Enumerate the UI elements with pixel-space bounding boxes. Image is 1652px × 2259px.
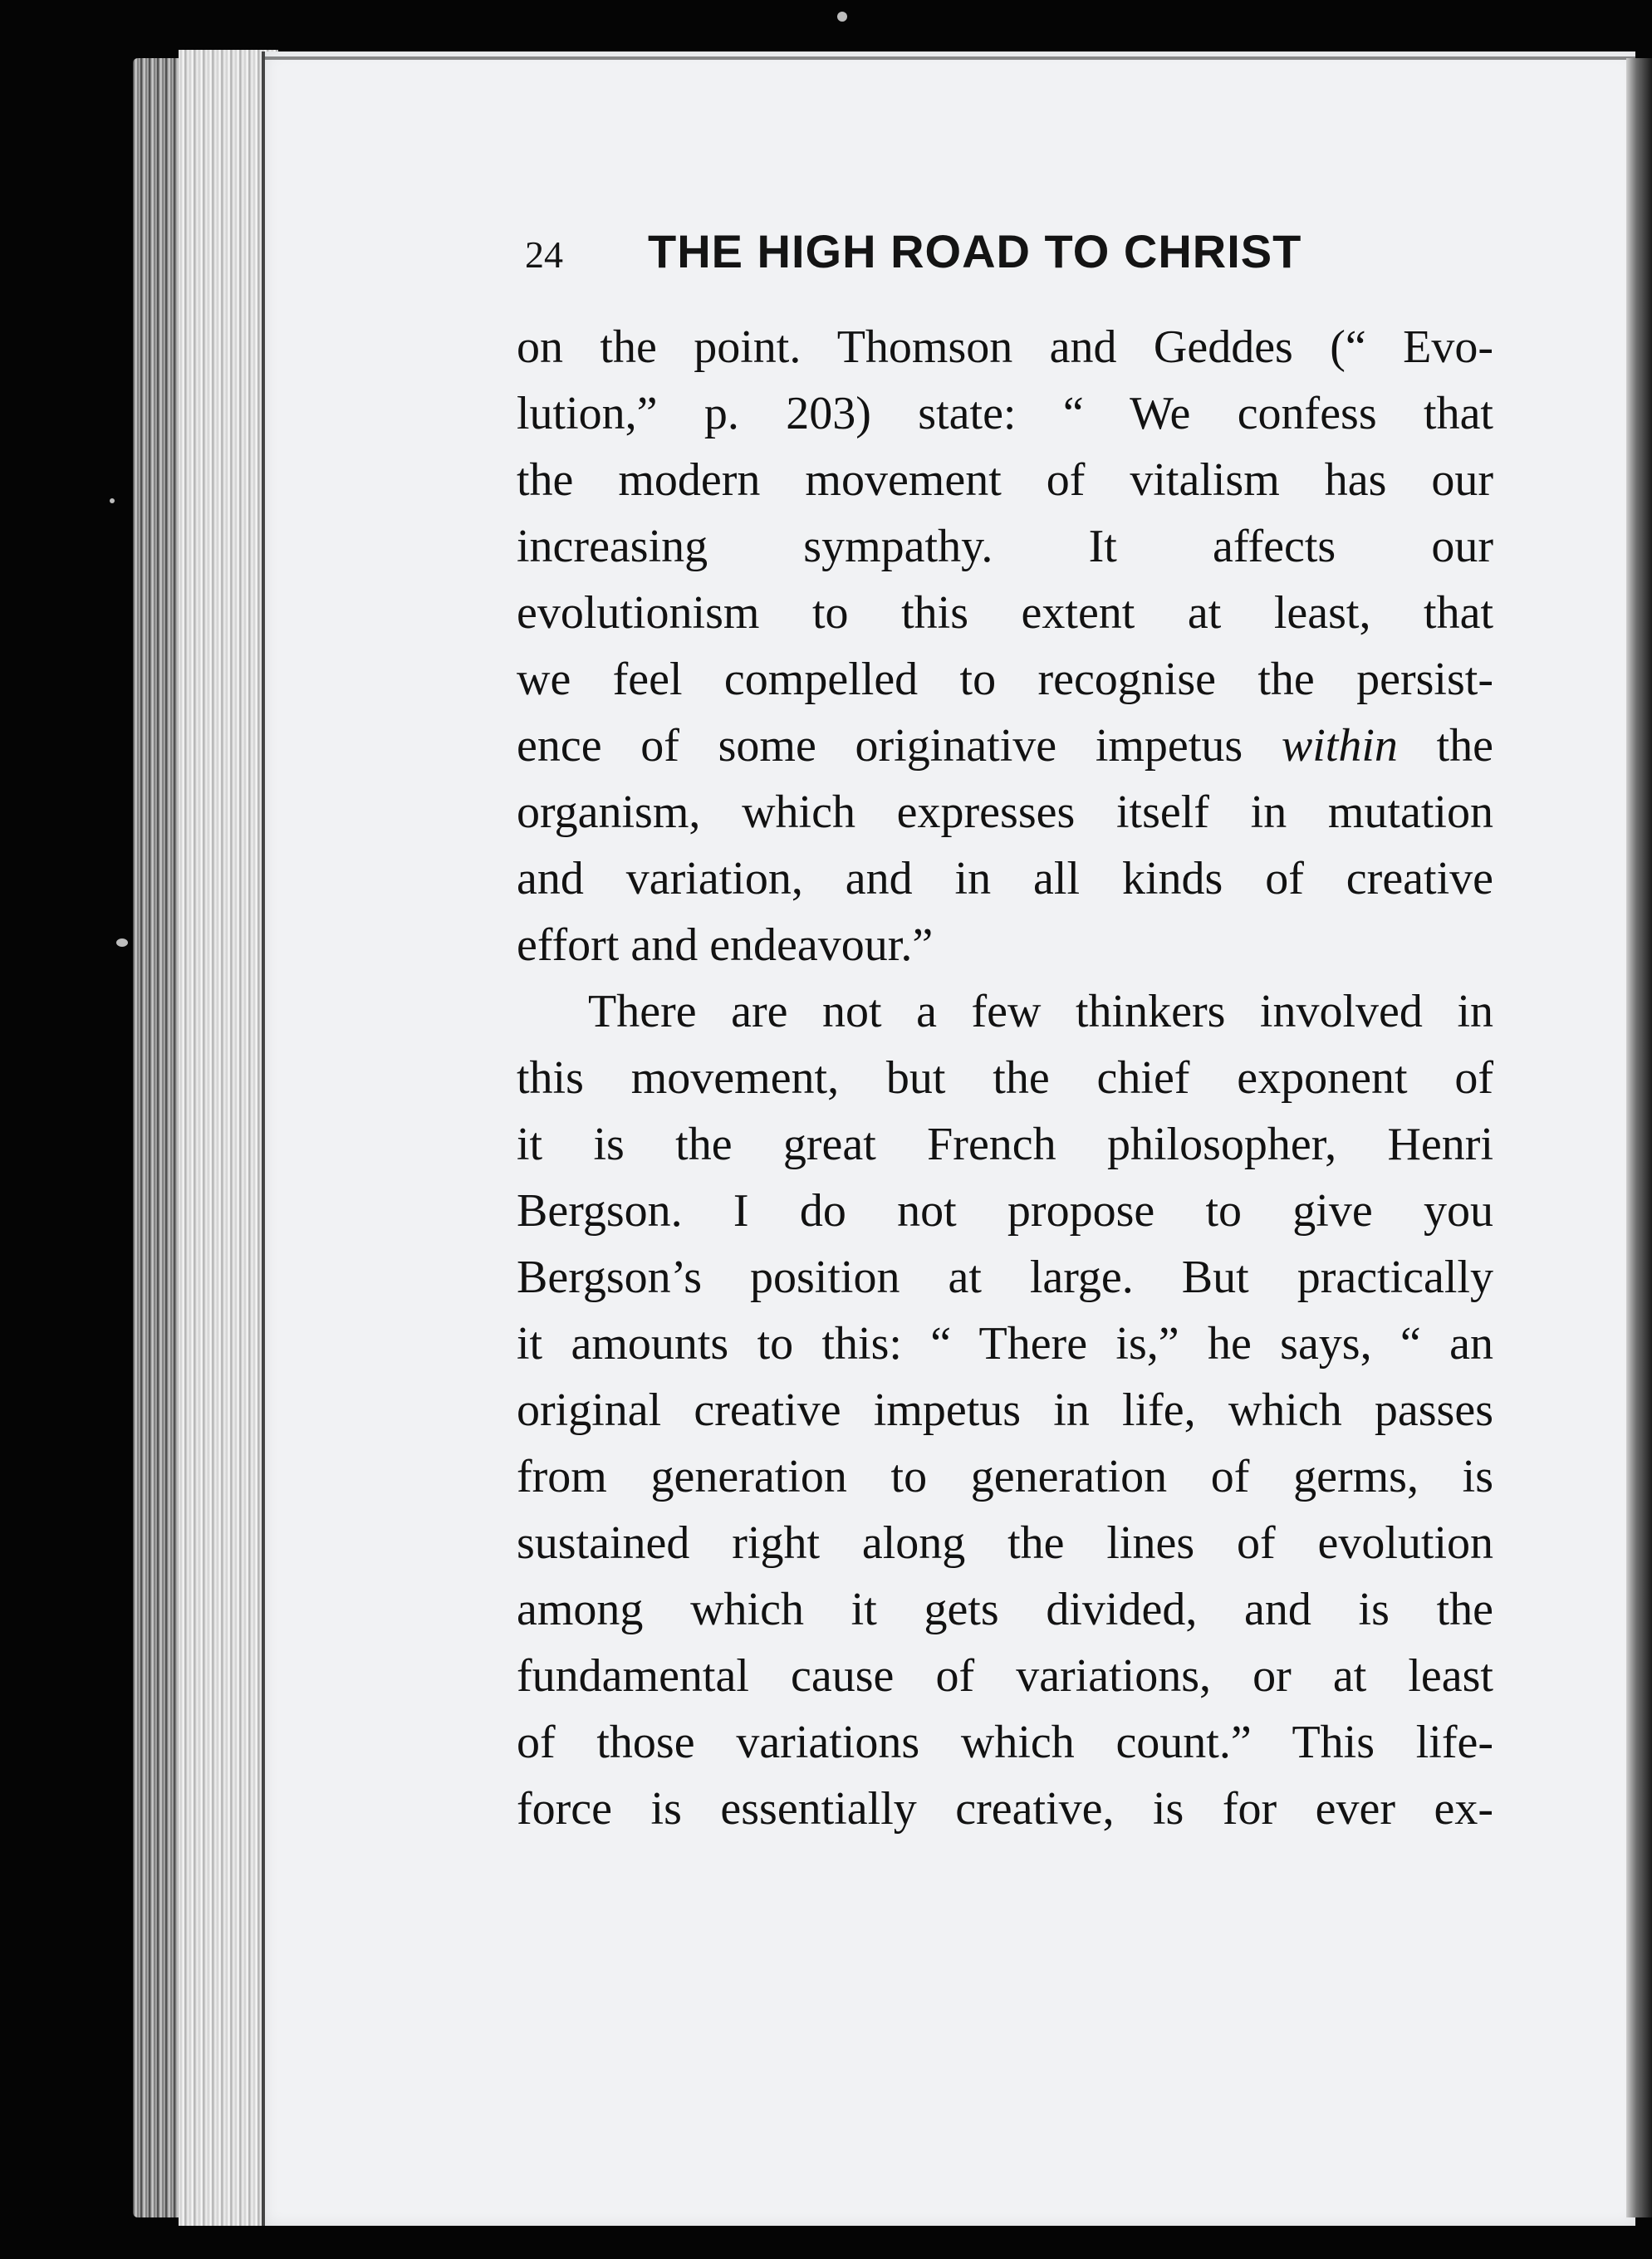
text-line: ence of some originative impetus within the xyxy=(517,720,1493,772)
text-line: increasing sympathy. It affects our xyxy=(517,521,1493,572)
text-line: this movement, but the chief exponent of xyxy=(517,1052,1493,1104)
text-line: effort and endeavour.” xyxy=(517,919,934,971)
page-right-edge xyxy=(1626,58,1652,2217)
text-line: on the point. Thomson and Geddes (“ Evo- xyxy=(517,321,1493,373)
text-line: evolutionism to this extent at least, that xyxy=(517,587,1493,639)
running-header xyxy=(525,224,1389,291)
scan-speck xyxy=(116,938,128,947)
scan-speck xyxy=(837,12,847,22)
text-line: from generation to generation of germs, is xyxy=(517,1451,1493,1502)
text-line: Bergson’s position at large. But practically xyxy=(517,1252,1493,1303)
page-top-edge xyxy=(265,56,1635,60)
text-line: lution,” p. 203) state: “ We confess that xyxy=(517,388,1493,439)
text-line: it is the great French philosopher, Henri xyxy=(517,1119,1493,1170)
page-number: 24 xyxy=(525,233,563,276)
text-line: and variation, and in all kinds of creative xyxy=(517,853,1493,904)
running-title: THE HIGH ROAD TO CHRIST xyxy=(648,225,1302,277)
text-line: force is essentially creative, is for ever ex- xyxy=(517,1783,1493,1835)
text-line: we feel compelled to recognise the persist- xyxy=(517,654,1493,705)
text-line: of those variations which count.” This life- xyxy=(517,1717,1493,1768)
text-line: among which it gets divided, and is the xyxy=(517,1584,1493,1635)
text-line: organism, which expresses itself in mutation xyxy=(517,786,1493,838)
text-line: Bergson. I do not propose to give you xyxy=(517,1185,1493,1237)
paragraph xyxy=(517,314,1493,978)
text-line: fundamental cause of variations, or at least xyxy=(517,1650,1493,1702)
text-line: original creative impetus in life, which passes xyxy=(517,1384,1493,1436)
text-line: it amounts to this: “ There is,” he says, “ an xyxy=(517,1318,1493,1370)
body-text xyxy=(517,314,1493,1842)
text-line: There are not a few thinkers involved in xyxy=(588,986,1493,1037)
text-line: the modern movement of vitalism has our xyxy=(517,454,1493,506)
text-line: sustained right along the lines of evolution xyxy=(517,1517,1493,1569)
paragraph xyxy=(517,978,1493,1842)
scan-speck xyxy=(110,498,115,503)
